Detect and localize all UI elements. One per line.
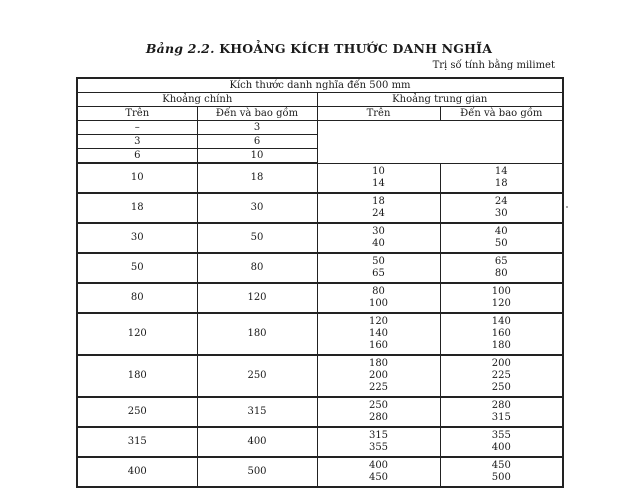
column-header-upto: Đến và bao gồm bbox=[197, 107, 317, 121]
main-above-cell: 80 bbox=[77, 283, 197, 313]
intermediate-upto-cell bbox=[440, 223, 563, 253]
main-upto-cell: 10 bbox=[197, 149, 317, 164]
intermediate-above-cell bbox=[317, 457, 440, 487]
intermediate-upto-cell-value: 180 bbox=[491, 340, 511, 351]
intermediate-above-cell bbox=[317, 223, 440, 253]
intermediate-upto-cell-value: 80 bbox=[494, 268, 508, 279]
intermediate-above-cell-value: 250 bbox=[368, 400, 389, 411]
intermediate-upto-cell bbox=[440, 253, 563, 283]
intermediate-upto-cell bbox=[440, 397, 563, 427]
main-upto-cell: 6 bbox=[197, 135, 317, 149]
intermediate-above-cell-value: 450 bbox=[368, 472, 389, 483]
intermediate-upto-cell-value: 30 bbox=[494, 208, 508, 219]
main-above-cell: 50 bbox=[77, 253, 197, 283]
main-upto-cell: 250 bbox=[197, 355, 317, 397]
table-row bbox=[77, 457, 563, 487]
table-top-header: Kích thước danh nghĩa đến 500 mm bbox=[77, 78, 563, 93]
intermediate-above-cell-value: 40 bbox=[372, 238, 385, 249]
intermediate-upto-cell bbox=[440, 427, 563, 457]
main-above-cell: 6 bbox=[77, 149, 197, 164]
intermediate-above-cell-value: 140 bbox=[368, 328, 389, 339]
table-row bbox=[77, 283, 563, 313]
main-upto-cell: 30 bbox=[197, 193, 317, 223]
main-above-cell: 3 bbox=[77, 135, 197, 149]
intermediate-above-cell-value: 200 bbox=[368, 370, 389, 381]
intermediate-above-cell-value: 315 bbox=[368, 430, 389, 441]
intermediate-above-cell-value: 18 bbox=[372, 196, 385, 207]
intermediate-upto-cell-value: 100 bbox=[491, 286, 511, 297]
main-above-cell: 315 bbox=[77, 427, 197, 457]
group-header-main: Khoảng chính bbox=[77, 93, 317, 107]
intermediate-above-cell-value: 50 bbox=[372, 256, 385, 267]
table-row bbox=[77, 397, 563, 427]
intermediate-upto-cell-value: 40 bbox=[494, 226, 508, 237]
main-upto-cell: 500 bbox=[197, 457, 317, 487]
column-header-above: Trên bbox=[77, 107, 197, 121]
intermediate-upto-cell-value: 140 bbox=[491, 316, 511, 327]
empty-intermediate-cell bbox=[317, 121, 563, 164]
intermediate-upto-cell-value: 160 bbox=[491, 328, 511, 339]
intermediate-upto-cell-value: 225 bbox=[491, 370, 511, 381]
table-row bbox=[77, 163, 563, 193]
table-row bbox=[77, 193, 563, 223]
intermediate-above-cell-value: 100 bbox=[368, 298, 389, 309]
caption-label: Bảng 2.2. bbox=[145, 41, 215, 56]
intermediate-above-cell-value: 80 bbox=[372, 286, 385, 297]
intermediate-above-cell-value: 30 bbox=[372, 226, 385, 237]
intermediate-upto-cell-value: 280 bbox=[491, 400, 511, 411]
intermediate-above-cell bbox=[317, 283, 440, 313]
intermediate-upto-cell-value: 18 bbox=[494, 177, 508, 189]
main-above-cell: 180 bbox=[77, 355, 197, 397]
intermediate-upto-cell-value: 50 bbox=[494, 238, 508, 249]
intermediate-upto-cell-value: 315 bbox=[491, 412, 511, 423]
units-note: Trị số tính bằng milimet bbox=[432, 60, 555, 71]
table-caption bbox=[0, 41, 638, 56]
table-row bbox=[77, 427, 563, 457]
intermediate-above-cell-value: 160 bbox=[368, 340, 389, 351]
caption-title: KHOẢNG KÍCH THƯỚC DANH NGHĨA bbox=[219, 41, 493, 56]
intermediate-upto-cell-value: 355 bbox=[491, 430, 511, 441]
intermediate-upto-cell-value: 200 bbox=[491, 358, 511, 369]
intermediate-above-cell-value: 10 bbox=[372, 165, 385, 177]
intermediate-upto-cell-value: 500 bbox=[491, 472, 511, 483]
main-upto-cell: 80 bbox=[197, 253, 317, 283]
intermediate-upto-cell bbox=[440, 283, 563, 313]
intermediate-upto-cell-value: 65 bbox=[494, 256, 508, 267]
intermediate-upto-cell bbox=[440, 193, 563, 223]
intermediate-above-cell bbox=[317, 313, 440, 355]
table-row bbox=[77, 355, 563, 397]
table-row bbox=[77, 253, 563, 283]
column-header-above-intermediate: Trên bbox=[317, 107, 440, 121]
intermediate-above-cell-value: 14 bbox=[372, 177, 385, 189]
intermediate-upto-cell bbox=[440, 313, 563, 355]
intermediate-above-cell-value: 400 bbox=[368, 460, 389, 471]
intermediate-upto-cell-value: 14 bbox=[494, 165, 508, 177]
intermediate-upto-cell-value: 120 bbox=[491, 298, 511, 309]
intermediate-above-cell bbox=[317, 427, 440, 457]
intermediate-above-cell bbox=[317, 193, 440, 223]
intermediate-upto-cell-value: 400 bbox=[491, 442, 511, 453]
table-row bbox=[77, 313, 563, 355]
intermediate-above-cell-value: 24 bbox=[372, 208, 385, 219]
main-upto-cell: 180 bbox=[197, 313, 317, 355]
intermediate-above-cell bbox=[317, 253, 440, 283]
main-above-cell: – bbox=[77, 121, 197, 135]
size-range-table bbox=[76, 77, 564, 488]
column-header-upto-intermediate: Đến và bao gồm bbox=[440, 107, 563, 121]
intermediate-upto-cell-value: 450 bbox=[491, 460, 511, 471]
intermediate-above-cell-value: 120 bbox=[368, 316, 389, 327]
main-upto-cell: 50 bbox=[197, 223, 317, 253]
intermediate-above-cell-value: 225 bbox=[368, 382, 389, 393]
intermediate-above-cell bbox=[317, 355, 440, 397]
main-above-cell: 120 bbox=[77, 313, 197, 355]
main-above-cell: 30 bbox=[77, 223, 197, 253]
main-upto-cell: 120 bbox=[197, 283, 317, 313]
intermediate-above-cell bbox=[317, 163, 440, 193]
intermediate-above-cell-value: 180 bbox=[368, 358, 389, 369]
intermediate-upto-cell bbox=[440, 457, 563, 487]
intermediate-upto-cell bbox=[440, 355, 563, 397]
speck-mark bbox=[566, 206, 568, 208]
intermediate-above-cell-value: 280 bbox=[368, 412, 389, 423]
intermediate-upto-cell bbox=[440, 163, 563, 193]
main-upto-cell: 400 bbox=[197, 427, 317, 457]
group-header-intermediate: Khoảng trung gian bbox=[317, 93, 563, 107]
main-above-cell: 18 bbox=[77, 193, 197, 223]
main-upto-cell: 315 bbox=[197, 397, 317, 427]
main-above-cell: 10 bbox=[77, 163, 197, 193]
main-upto-cell: 18 bbox=[197, 163, 317, 193]
intermediate-above-cell-value: 355 bbox=[368, 442, 389, 453]
main-above-cell: 400 bbox=[77, 457, 197, 487]
table-row bbox=[77, 121, 563, 135]
table-row bbox=[77, 223, 563, 253]
intermediate-above-cell-value: 65 bbox=[372, 268, 385, 279]
main-above-cell: 250 bbox=[77, 397, 197, 427]
intermediate-above-cell bbox=[317, 397, 440, 427]
main-upto-cell: 3 bbox=[197, 121, 317, 135]
intermediate-upto-cell-value: 250 bbox=[491, 382, 511, 393]
intermediate-upto-cell-value: 24 bbox=[494, 196, 508, 207]
